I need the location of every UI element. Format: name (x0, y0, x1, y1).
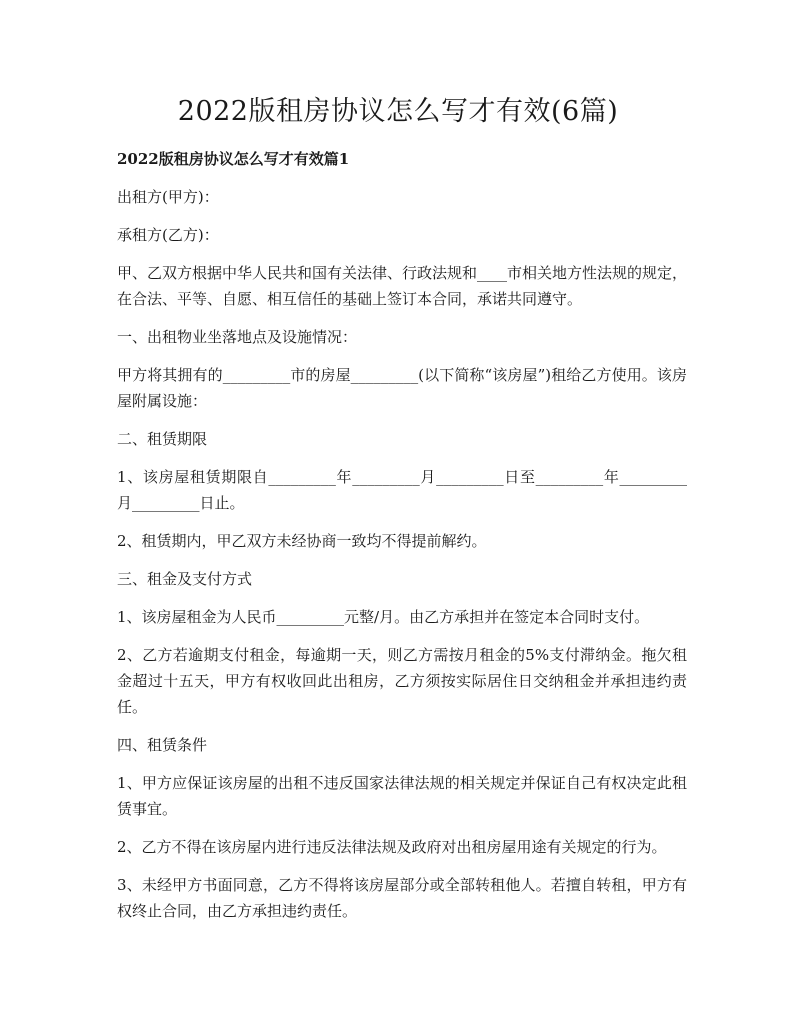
section-heading-conditions: 四、租赁条件 (117, 736, 208, 754)
section-heading-term: 二、租赁期限 (117, 430, 208, 448)
document-title: 2022版租房协议怎么写才有效(6篇) (177, 96, 619, 127)
condition-clause-2: 2、乙方不得在该房屋内进行违反法律法规及政府对出租房屋用途有关规定的行为。 (117, 838, 667, 856)
section-heading-property: 一、出租物业坐落地点及设施情况： (117, 328, 358, 346)
term-clause-1: 1、该房屋租赁期限自_________年_________月_________日至_________年_________月_________日止。 (117, 468, 687, 512)
preamble-paragraph: 甲、乙双方根据中华人民共和国有关法律、行政法规和____市相关地方性法规的规定，在合法、平等、自愿、相互信任的基础上签订本合同，承诺共同遵守。 (117, 264, 688, 308)
document-body (117, 146, 687, 936)
rent-clause-2: 2、乙方若逾期支付租金，每逾期一天，则乙方需按月租金的5%支付滞纳金。拖欠租金超过十五天，甲方有权收回此出租房，乙方须按实际居住日交纳租金并承担违约责任。 (117, 646, 687, 716)
term-clause-2: 2、租赁期内，甲乙双方未经协商一致均不得提前解约。 (117, 532, 487, 550)
property-paragraph: 甲方将其拥有的_________市的房屋_________(以下简称“该房屋”)租给乙方使用。该房屋附属设施： (117, 366, 687, 410)
rent-clause-1: 1、该房屋租金为人民币_________元整/月。由乙方承担并在签定本合同时支付。 (117, 608, 650, 626)
condition-clause-3: 3、未经甲方书面同意，乙方不得将该房屋部分或全部转租他人。若擅自转租，甲方有权终止合同，由乙方承担违约责任。 (117, 876, 687, 920)
lessor-line: 出租方(甲方)： (117, 188, 219, 206)
condition-clause-1: 1、甲方应保证该房屋的出租不违反国家法律法规的相关规定并保证自己有权决定此租赁事宜。 (117, 774, 687, 818)
lessee-line: 承租方(乙方)： (117, 226, 219, 244)
section-heading-rent: 三、租金及支付方式 (117, 570, 253, 588)
section-subtitle: 2022版租房协议怎么写才有效篇1 (117, 150, 350, 168)
